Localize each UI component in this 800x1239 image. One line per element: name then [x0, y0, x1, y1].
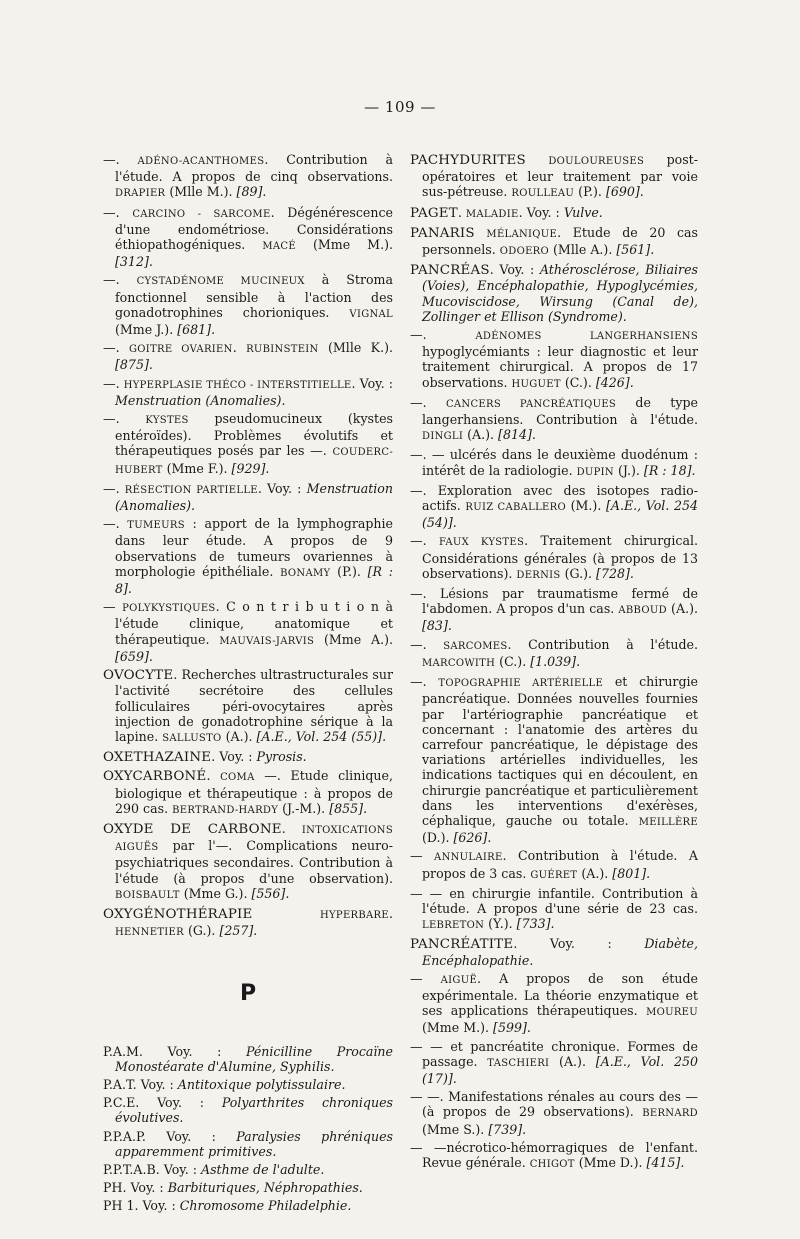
- entry-italic: [690].: [605, 184, 644, 200]
- entry-smallcaps: GUÉRET: [530, 869, 578, 881]
- entry-headword: PANCRÉATITE: [410, 937, 514, 953]
- entry-text: (M.).: [566, 498, 606, 514]
- entry-text: et chirurgie pancréatique. Données nouvelles fournies par l'artériographie pancréatique et concernant : l'anatomie des artères du carrefour pancréatique, le dépistage des variations artérielles individuelles, les indications tactiques qui en découlent, en chirurgie pancréatique et particulièrement dans les interventions d'exérèses, céphalique, gauche ou totale.: [422, 674, 698, 828]
- entry-smallcaps: MÉLANIQUE: [486, 228, 558, 240]
- entry-smallcaps: MARCOWITH: [422, 657, 496, 669]
- index-entry: [103, 1044, 393, 1074]
- index-entry: [410, 447, 698, 479]
- index-entry: [103, 906, 393, 940]
- entry-text: —.: [410, 327, 476, 343]
- entry-smallcaps: COMA: [220, 772, 255, 784]
- entry-text: —.: [410, 533, 439, 549]
- entry-smallcaps: ANNULAIRE: [434, 852, 503, 864]
- entry-smallcaps: MOUREU: [646, 1007, 698, 1019]
- entry-text: —. — ulcérés dans le deuxième duodénum : intérêt de la radiologie.: [410, 447, 698, 478]
- entry-text: . A propos de son étude expérimentale. La théorie enzymatique et ses applications thérapeutiques.: [422, 970, 698, 1019]
- entry-smallcaps: MAUVAIS-JARVIS: [219, 635, 315, 647]
- entry-headword: OXYCARBONÉ: [103, 769, 207, 785]
- entry-headword: PACHYDURITES: [410, 153, 526, 168]
- entry-smallcaps: MEILLÈRE: [638, 816, 698, 828]
- entry-italic: Athérosclérose, Biliaires (Voies), Encéphalopathie, Hypoglycémies, Mucoviscidose, Wirsung (Canal de), Zollinger et Ellison (Syndrome).: [422, 262, 698, 324]
- entry-text: (Mme F.).: [162, 460, 232, 476]
- index-entry: [103, 667, 393, 746]
- entry-text: (P.).: [330, 563, 368, 579]
- entry-text: pseudomucineux (kystes entéroïdes). Problèmes évolutifs et thérapeutiques posés par les —.: [115, 411, 393, 459]
- index-entry: [410, 327, 698, 392]
- entry-italic: [599].: [493, 1020, 531, 1036]
- index-entry: [410, 483, 698, 531]
- entry-text: —: [410, 848, 435, 864]
- index-entry: [410, 674, 698, 845]
- index-entry: [410, 637, 698, 671]
- entry-text: . Traitement chirurgical. Considérations générales (à propos de 13 observations).: [422, 533, 698, 581]
- entry-text: —.: [103, 411, 146, 427]
- entry-italic: [561].: [616, 242, 655, 258]
- entry-text: (G.).: [183, 923, 220, 939]
- index-entry: [103, 821, 393, 903]
- entry-text: . Voy. :: [257, 480, 307, 496]
- entry-smallcaps: AIGUË: [440, 974, 478, 986]
- entry-text: (Mme G.).: [179, 885, 252, 901]
- index-entry: [103, 749, 393, 765]
- entry-text: —.: [103, 375, 124, 391]
- entry-text: .: [232, 340, 247, 356]
- entry-text: .: [281, 820, 302, 836]
- entry-italic: [A.E., Vol. 250 (17)].: [422, 1053, 698, 1086]
- entry-headword: PAGET: [410, 205, 458, 221]
- entry-text: —.: [103, 480, 125, 496]
- entry-smallcaps: DERNIS: [516, 569, 561, 581]
- right-column-p-entries: [410, 152, 698, 1172]
- entry-text: . Contribution à l'étude.: [507, 636, 698, 652]
- entry-smallcaps: SALLUSTO: [162, 732, 222, 744]
- entry-smallcaps: ADÉNO-ACANTHOMES: [137, 156, 265, 167]
- entry-text: P.P.A.P. Voy. :: [103, 1128, 237, 1144]
- index-entry: [410, 262, 698, 324]
- entry-text: [475, 225, 487, 240]
- entry-text: (Mlle A.).: [549, 242, 617, 258]
- entry-text: —.: [410, 394, 446, 410]
- entry-smallcaps: INTOXICATIONS AIGUËS: [115, 824, 393, 854]
- entry-text: P.C.E. Voy. :: [103, 1095, 222, 1111]
- entry-text: (Mme M.).: [422, 1020, 494, 1036]
- entry-text: — — en chirurgie infantile. Contribution à l'étude. A propos d'une série de 23 cas.: [410, 885, 698, 916]
- entry-smallcaps: BOISBAULT: [115, 889, 180, 901]
- index-entry: [103, 1198, 393, 1213]
- entry-text: —.: [410, 636, 444, 652]
- index-entry: [410, 395, 698, 445]
- entry-italic: [A.E., Vol. 254 (54)].: [422, 498, 698, 531]
- entry-italic: Menstruation (Anomalies).: [115, 480, 393, 514]
- index-entry: [410, 848, 698, 882]
- entry-text: . Contribution à l'étude. A propos de 3 cas.: [422, 848, 698, 881]
- entry-text: (Mlle M.).: [165, 184, 237, 200]
- entry-headword: PANARIS: [410, 225, 475, 241]
- entry-italic: [659].: [115, 648, 153, 664]
- entry-italic: [875].: [115, 357, 153, 373]
- entry-smallcaps: SARCOMES: [443, 640, 508, 652]
- entry-text: (Mme J.).: [115, 322, 178, 338]
- entry-text: (Mme M.).: [295, 237, 393, 253]
- entry-smallcaps: HYPERPLASIE THÉCO - INTERSTITIELLE: [123, 379, 352, 391]
- entry-text: . Recherches ultrastructurales sur l'activité secrétoire des cellules folliculaires péri-ovocytaires après injection de gonadotrophine sérique à la lapine.: [115, 667, 393, 744]
- entry-italic: Pyrosis.: [256, 749, 307, 765]
- entry-text: par l'—. Complications neuro-psychiatriques secondaires. Contribution à l'étude (à propos d'une observation).: [115, 838, 393, 886]
- entry-text: hypoglycémiants : leur diagnostic et leur traitement chirurgical. A propos de 17 observations.: [422, 344, 698, 390]
- index-entry: [103, 1077, 393, 1092]
- entry-text: P.P.T.A.B. Voy. :: [103, 1161, 201, 1177]
- index-entry: [103, 205, 393, 270]
- index-entry: [103, 376, 393, 408]
- index-entry: [103, 768, 393, 818]
- entry-smallcaps: HENNETIER: [115, 927, 184, 939]
- entry-smallcaps: DUPIN: [576, 466, 614, 478]
- entry-smallcaps: KYSTES: [145, 415, 189, 427]
- entry-text: (A.).: [463, 427, 499, 443]
- entry-text: (Mme D.).: [574, 1154, 647, 1170]
- index-entry: [410, 886, 698, 934]
- entry-smallcaps: TUMEURS: [127, 520, 185, 532]
- entry-italic: [733].: [516, 916, 555, 932]
- entry-italic: [R : 8].: [115, 563, 393, 597]
- entry-smallcaps: VIGNAL: [349, 308, 393, 320]
- index-entry: [410, 971, 698, 1036]
- entry-text: . Dégénérescence d'une endométriose. Considérations éthiopathogéniques.: [115, 204, 393, 253]
- left-column-o-entries: [103, 152, 393, 940]
- entry-text: (Mme A.).: [314, 631, 393, 647]
- entry-text: — —nécrotico-hémorragiques de l'enfant. Revue générale.: [410, 1139, 698, 1170]
- left-column: [103, 152, 393, 1217]
- index-entry: [103, 152, 393, 202]
- entry-smallcaps: ROULLEAU: [511, 188, 575, 200]
- entry-smallcaps: ODOERO: [499, 246, 550, 258]
- entry-text: (J.).: [613, 462, 644, 478]
- entry-italic: [814].: [498, 427, 536, 443]
- entry-italic: [929].: [231, 460, 270, 476]
- entry-smallcaps: BERTRAND-HARDY: [172, 804, 279, 816]
- entry-italic: Chromosome Philadelphie.: [179, 1198, 352, 1214]
- entry-text: [526, 152, 548, 167]
- entry-smallcaps: HYPERBARE: [320, 909, 389, 921]
- entry-text: . Voy. :: [518, 204, 564, 220]
- entry-text: à Stroma fonctionnel sensible à l'action des gonadotrophines chorioniques.: [115, 272, 393, 320]
- entry-text: . Voy. :: [513, 936, 645, 952]
- entry-italic: [626].: [453, 830, 492, 846]
- entry-text: —.: [410, 674, 439, 690]
- entry-text: .: [457, 204, 466, 220]
- entry-headword: OXETHAZAINE: [103, 750, 212, 766]
- entry-headword: PANCRÉAS: [410, 263, 490, 279]
- entry-text: P.A.M. Voy. :: [103, 1043, 246, 1059]
- entry-text: — —. Manifestations rénales au cours des — (à propos de 29 observations).: [410, 1089, 698, 1120]
- index-entry: [103, 1129, 393, 1159]
- entry-text: —: [410, 970, 441, 986]
- entry-smallcaps: CARCINO - SARCOME: [132, 208, 271, 220]
- entry-text: (Y.).: [484, 916, 517, 932]
- entry-smallcaps: FAUX KYSTES: [438, 537, 525, 549]
- entry-smallcaps: BONAMY: [280, 567, 331, 579]
- entry-smallcaps: HUGUET: [511, 378, 561, 390]
- entry-text: . Voy. :: [351, 375, 393, 391]
- index-entry: [103, 1162, 393, 1177]
- entry-text: (C.).: [560, 374, 596, 390]
- entry-text: —: [103, 599, 123, 615]
- entry-italic: [1.039].: [530, 653, 581, 669]
- entry-text: PH 1. Voy. :: [103, 1198, 180, 1214]
- entry-text: .: [388, 905, 393, 921]
- entry-smallcaps: RUIZ CABALLERO: [465, 502, 566, 514]
- entry-italic: Vulve.: [563, 204, 603, 220]
- entry-italic: [556].: [251, 885, 290, 901]
- entry-italic: [257].: [219, 923, 258, 939]
- entry-smallcaps: CYSTADÉNOME MUCINEUX: [136, 276, 305, 288]
- entry-smallcaps: DRAPIER: [115, 188, 166, 200]
- entry-smallcaps: MACÉ: [262, 241, 296, 253]
- index-entry: [103, 599, 393, 664]
- entry-text: : apport de la lymphographie dans leur étude. A propos de 9 observations de tumeurs ovariennes à morphologie épithéliale.: [115, 516, 393, 579]
- page-number: — 109 —: [364, 98, 436, 116]
- entry-smallcaps: GOITRE OVARIEN: [128, 344, 233, 356]
- entry-text: (A.).: [577, 865, 613, 881]
- entry-text: . C o n t r i b u t i o n à l'étude clinique, anatomique et thérapeutique.: [115, 599, 393, 647]
- entry-smallcaps: LEBRETON: [422, 920, 485, 932]
- entry-text: (A.).: [549, 1053, 596, 1069]
- entry-text: (J.-M.).: [278, 800, 330, 816]
- entry-italic: Menstruation (Anomalies).: [115, 392, 286, 408]
- entry-text: .: [206, 768, 221, 784]
- entry-italic: [83].: [422, 618, 452, 634]
- entry-text: (C.).: [495, 653, 531, 669]
- entry-text: —. Etude clinique, biologique et thérapeutique : à propos de 290 cas.: [115, 768, 393, 816]
- entry-italic: [728].: [596, 565, 634, 581]
- index-entry: [103, 1095, 393, 1125]
- entry-smallcaps: TOPOGRAPHIE ARTÉRIELLE: [438, 678, 604, 690]
- entry-text: . Etude de 20 cas personnels.: [422, 224, 698, 258]
- entry-italic: Barbituriques, Néphropathies.: [167, 1180, 363, 1196]
- entry-italic: Polyarthrites chroniques évolutives.: [115, 1095, 393, 1126]
- index-entry: [103, 516, 393, 596]
- index-entry: [410, 225, 698, 259]
- entry-italic: Paralysies phréniques apparemment primitives.: [115, 1128, 394, 1159]
- entry-italic: [855].: [329, 800, 368, 816]
- entry-italic: [R : 18].: [643, 462, 696, 478]
- entry-headword: OXYGÉNOTHÉRAPIE: [103, 906, 253, 922]
- entry-text: . Contribution à l'étude. A propos de cinq observations.: [115, 152, 393, 185]
- entry-smallcaps: TASCHIERI: [487, 1057, 550, 1069]
- index-entry: [410, 533, 698, 583]
- index-entry: [103, 1180, 393, 1195]
- entry-smallcaps: DOULOUREUSES: [548, 156, 645, 167]
- index-entry: [103, 481, 393, 513]
- entry-text: —.: [103, 340, 129, 356]
- entry-text: . Voy. :: [489, 262, 540, 278]
- entry-smallcaps: DINGLI: [422, 431, 464, 443]
- entry-text: —.: [103, 152, 138, 167]
- index-entry: [410, 586, 698, 634]
- right-column: [410, 152, 698, 1175]
- entry-smallcaps: CHIGOT: [529, 1158, 575, 1170]
- entry-text: —. Exploration avec des isotopes radio-actifs.: [410, 482, 698, 514]
- entry-text: —. Lésions par traumatisme fermé de l'abdomen. A propos d'un cas.: [410, 586, 698, 617]
- entry-text: . Voy. :: [211, 749, 257, 765]
- entry-text: (A.).: [221, 728, 257, 744]
- entry-text: —.: [103, 272, 137, 288]
- entry-italic: [A.E., Vol. 254 (55)].: [256, 728, 387, 744]
- entry-smallcaps: RÉSECTION PARTIELLE: [124, 484, 258, 496]
- entry-text: —.: [103, 204, 133, 220]
- entry-text: — — et pancréatite chronique. Formes de passage.: [410, 1038, 698, 1069]
- entry-text: (P.).: [574, 184, 606, 200]
- entry-text: (A.).: [666, 601, 698, 617]
- entry-text: (G.).: [560, 565, 597, 581]
- entry-italic: [426].: [595, 374, 634, 390]
- entry-italic: [681].: [177, 322, 216, 338]
- entry-smallcaps: POLYKYSTIQUES: [122, 603, 216, 615]
- index-entry: [410, 1089, 698, 1137]
- index-entry: [103, 340, 393, 372]
- index-entry: [410, 1140, 698, 1172]
- entry-text: [253, 906, 321, 921]
- entry-text: (D.).: [422, 830, 454, 846]
- entry-headword: OVOCYTE: [103, 668, 174, 684]
- entry-text: de type langerhansiens. Contribution à l'étude.: [422, 394, 698, 428]
- entry-italic: Asthme de l'adulte.: [200, 1161, 325, 1177]
- entry-italic: Diabète, Encéphalopathie.: [422, 936, 698, 968]
- entry-smallcaps: CANCERS PANCRÉATIQUES: [445, 398, 617, 410]
- index-entry: [410, 205, 698, 222]
- index-entry: [410, 1039, 698, 1087]
- entry-italic: [415].: [646, 1154, 685, 1170]
- entry-smallcaps: RUBINSTEIN: [246, 344, 319, 356]
- entry-text: PH. Voy. :: [103, 1180, 168, 1196]
- entry-italic: [801].: [612, 865, 651, 881]
- entry-smallcaps: BERNARD: [642, 1108, 698, 1120]
- entry-italic: Antitoxique polytissulaire.: [177, 1076, 346, 1092]
- entry-smallcaps: COUDERC-HUBERT: [115, 447, 393, 476]
- entry-italic: Pénicilline Procaïne Monostéarate d'Alumine, Syphilis.: [115, 1043, 393, 1074]
- entry-text: post-opératoires et leur traitement par voie sus-pétreuse.: [422, 152, 698, 200]
- entry-text: —.: [103, 516, 128, 532]
- entry-italic: [89].: [236, 184, 267, 200]
- index-entry: [103, 272, 393, 337]
- section-letter-heading: P: [239, 981, 257, 1007]
- entry-headword: OXYDE DE CARBONE: [103, 821, 282, 837]
- entry-text: P.A.T. Voy. :: [103, 1076, 178, 1092]
- entry-italic: [739].: [488, 1121, 527, 1137]
- index-entry: [103, 411, 393, 478]
- left-column-p-entries: [103, 1044, 393, 1214]
- entry-text: (Mlle K.).: [318, 340, 393, 356]
- entry-text: (Mme S.).: [422, 1121, 489, 1137]
- entry-smallcaps: ADÉNOMES LANGERHANSIENS: [475, 331, 698, 343]
- index-entry: [410, 936, 698, 967]
- entry-smallcaps: MALADIE: [465, 208, 519, 220]
- entry-italic: [312].: [115, 254, 153, 270]
- entry-smallcaps: ABBOUD: [618, 605, 667, 617]
- index-entry: [410, 152, 698, 202]
